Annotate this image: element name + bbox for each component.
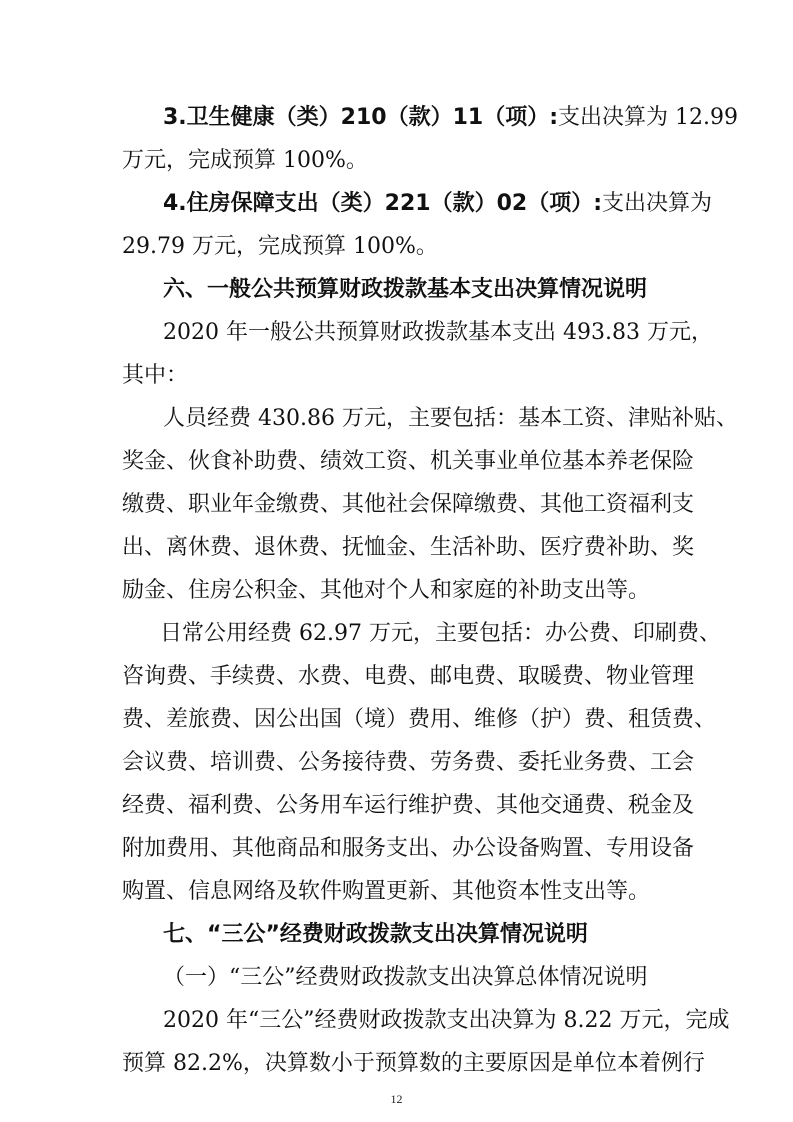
housing-expenditure-line1 (163, 189, 712, 219)
public-expense-line: 会议费、培训费、公务接待费、劳务费、委托业务费、工会 (122, 750, 695, 775)
public-expense-line: 费、差旅费、因公出国（境）费用、维修（护）费、租赁费、 (122, 707, 717, 732)
public-expense-line: 日常公用经费 62.97 万元，主要包括：办公费、印刷费、 (160, 621, 721, 646)
housing-expenditure-line2: 29.79 万元，完成预算 100%。 (122, 234, 438, 259)
health-amount-text: 支出决算为 12.99 (558, 105, 738, 130)
housing-amount-text: 支出决算为 (602, 191, 713, 216)
public-expense-line: 经费、福利费、公务用车运行维护费、其他交通费、税金及 (122, 793, 695, 818)
public-expense-line: 附加费用、其他商品和服务支出、办公设备购置、专用设备 (122, 836, 695, 861)
section6-heading: 六、一般公共预算财政拨款基本支出决算情况说明 (163, 277, 648, 302)
health-expenditure-line2: 万元，完成预算 100%。 (122, 148, 368, 173)
section6-para1-line1: 2020 年一般公共预算财政拨款基本支出 493.83 万元， (163, 320, 713, 345)
personnel-expense-line: 人员经费 430.86 万元，主要包括：基本工资、津贴补贴、 (163, 406, 738, 431)
public-expense-line: 咨询费、手续费、水费、电费、邮电费、取暖费、物业管理 (122, 664, 695, 689)
personnel-expense-line: 奖金、伙食补助费、绩效工资、机关事业单位基本养老保险 (122, 449, 695, 474)
section6-para1-line2: 其中： (122, 363, 189, 388)
personnel-expense-line: 缴费、职业年金缴费、其他社会保障缴费、其他工资福利支 (122, 492, 695, 517)
section7-subheading: （一）“三公”经费财政拨款支出决算总体情况说明 (163, 965, 648, 990)
health-category-label: 3.卫生健康（类）210（款）11（项）: (163, 105, 559, 130)
personnel-expense-line: 出、离休费、退休费、抚恤金、生活补助、医疗费补助、奖 (122, 535, 695, 560)
section7-para-line2: 预算 82.2%，决算数小于预算数的主要原因是单位本着例行 (122, 1051, 705, 1076)
health-expenditure-line1 (163, 103, 738, 133)
page-number: 12 (390, 1092, 403, 1106)
public-expense-line: 购置、信息网络及软件购置更新、其他资本性支出等。 (122, 879, 651, 904)
personnel-expense-line: 励金、住房公积金、其他对个人和家庭的补助支出等。 (122, 578, 651, 603)
section7-heading: 七、“三公”经费财政拨款支出决算情况说明 (163, 922, 588, 947)
section7-para-line1: 2020 年“三公”经费财政拨款支出决算为 8.22 万元，完成 (163, 1008, 730, 1033)
housing-category-label: 4.住房保障支出（类）221（款）02（项）: (163, 191, 603, 216)
